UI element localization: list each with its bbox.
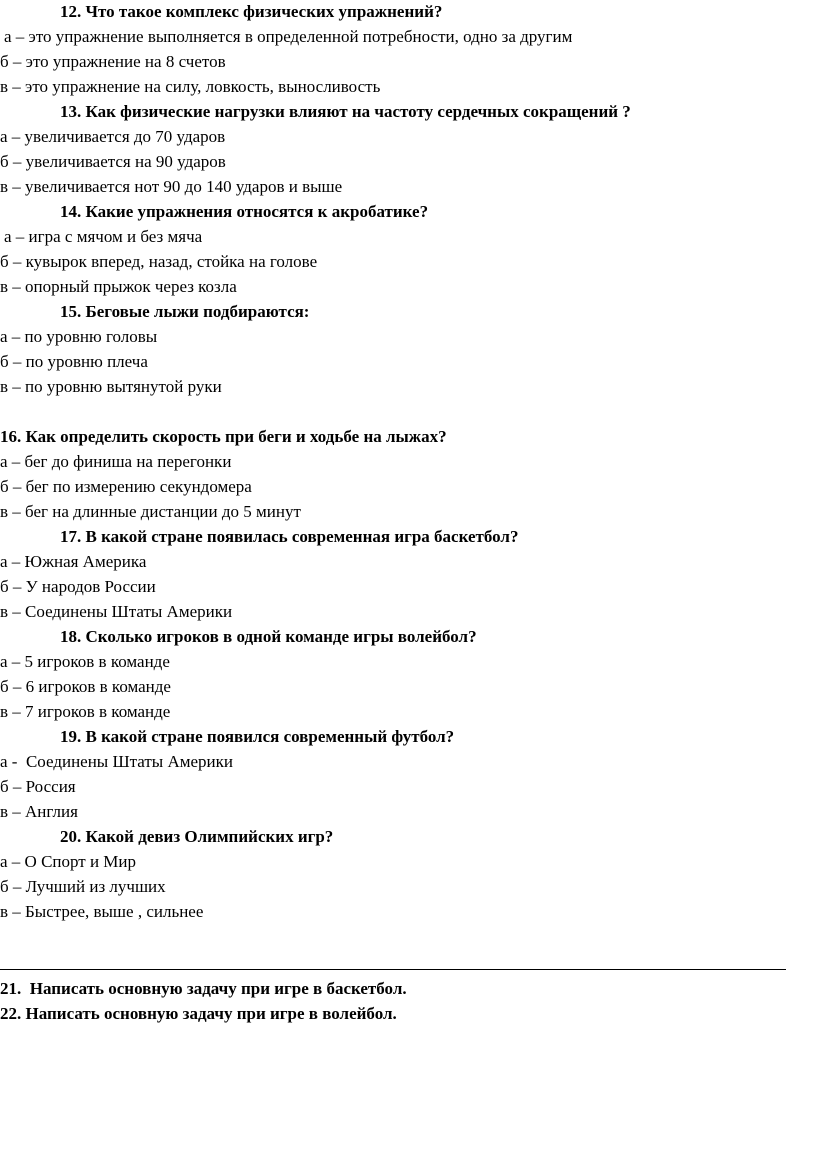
question-15-option-a: а – по уровню головы [0, 327, 158, 346]
question-19-option-b: б – Россия [0, 777, 76, 796]
question-16-option-a: а – бег до финиша на перегонки [0, 452, 232, 471]
question-14-option-c: в – опорный прыжок через козла [0, 277, 237, 296]
section-divider [0, 969, 786, 970]
task-21: 21. Написать основную задачу при игре в баскетбол. [0, 979, 407, 998]
question-20-option-b: б – Лучший из лучших [0, 877, 166, 896]
question-13-option-c: в – увеличивается нот 90 до 140 ударов и выше [0, 177, 343, 196]
question-18-option-a: а – 5 игроков в команде [0, 652, 170, 671]
question-12-title: 12. Что такое комплекс физических упражнений? [60, 2, 443, 21]
question-20-title: 20. Какой девиз Олимпийских игр? [60, 827, 334, 846]
question-20-option-c: в – Быстрее, выше , сильнее [0, 902, 204, 921]
question-13-option-a: а – увеличивается до 70 ударов [0, 127, 226, 146]
question-12-option-b: б – это упражнение на 8 счетов [0, 52, 226, 71]
question-12-option-c: в – это упражнение на силу, ловкость, выносливость [0, 77, 381, 96]
question-16-option-b: б – бег по измерению секундомера [0, 477, 252, 496]
question-14-option-a: а – игра с мячом и без мяча [4, 227, 203, 246]
question-12-option-a: а – это упражнение выполняется в определенной потребности, одно за другим [4, 27, 573, 46]
question-13-option-b: б – увеличивается на 90 ударов [0, 152, 226, 171]
question-19-option-c: в – Англия [0, 802, 78, 821]
question-13-title: 13. Как физические нагрузки влияют на частоту сердечных сокращений ? [60, 102, 631, 121]
question-15-option-c: в – по уровню вытянутой руки [0, 377, 222, 396]
question-19-title: 19. В какой стране появился современный футбол? [60, 727, 455, 746]
question-18-option-c: в – 7 игроков в команде [0, 702, 171, 721]
question-19-option-a: а - Соединены Штаты Америки [0, 752, 234, 771]
question-17-option-c: в – Соединены Штаты Америки [0, 602, 233, 621]
question-14-option-b: б – кувырок вперед, назад, стойка на голове [0, 252, 318, 271]
question-17-title: 17. В какой стране появилась современная игра баскетбол? [60, 527, 519, 546]
task-22: 22. Написать основную задачу при игре в волейбол. [0, 1004, 397, 1023]
question-15-option-b: б – по уровню плеча [0, 352, 148, 371]
question-17-option-a: а – Южная Америка [0, 552, 147, 571]
question-15-title: 15. Беговые лыжи подбираются: [60, 302, 310, 321]
question-16-option-c: в – бег на длинные дистанции до 5 минут [0, 502, 301, 521]
question-18-title: 18. Сколько игроков в одной команде игры волейбол? [60, 627, 477, 646]
question-16-title: 16. Как определить скорость при беги и ходьбе на лыжах? [0, 427, 447, 446]
question-20-option-a: а – О Спорт и Мир [0, 852, 137, 871]
question-14-title: 14. Какие упражнения относятся к акробатике? [60, 202, 429, 221]
question-18-option-b: б – 6 игроков в команде [0, 677, 171, 696]
question-17-option-b: б – У народов России [0, 577, 156, 596]
